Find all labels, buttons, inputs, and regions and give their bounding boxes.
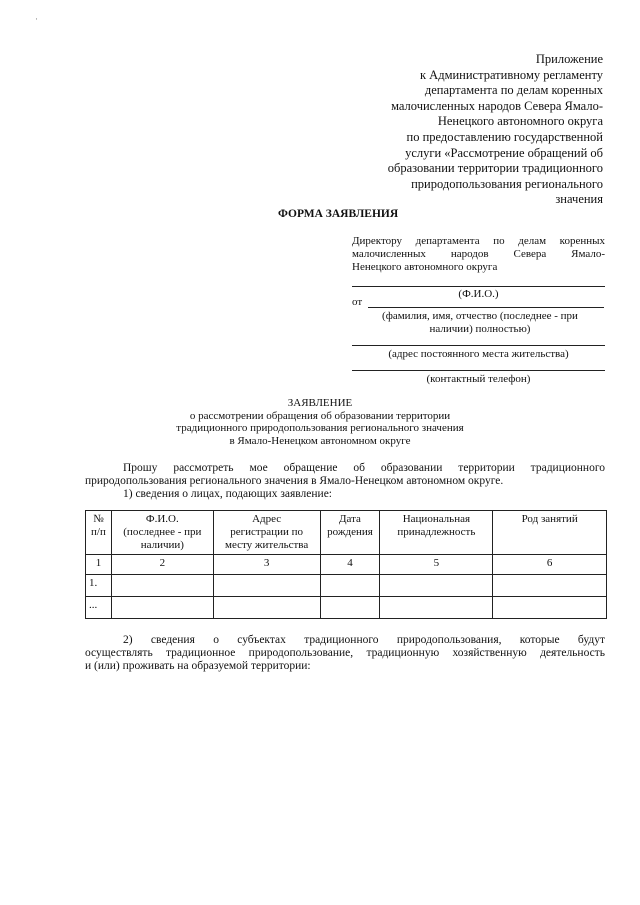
appendix-line: значения [555, 192, 603, 207]
appendix-line: малочисленных народов Севера Ямало- [391, 98, 603, 113]
table-cell[interactable] [380, 575, 493, 597]
table-header-row [86, 511, 607, 555]
intro-paragraph [85, 462, 605, 501]
addressee-line: Ненецкого автономного округа [352, 261, 498, 273]
column-number: 3 [213, 555, 320, 575]
item-2-line: 2) сведения о субъектах традиционного природопользования, которые будут [123, 634, 605, 646]
header-text: Национальная [402, 513, 471, 525]
table-cell[interactable] [320, 597, 380, 619]
header-text: № [93, 513, 104, 525]
table-cell[interactable] [493, 597, 607, 619]
table-row [86, 597, 607, 619]
appendix-line: департамента по делам коренных [424, 83, 603, 98]
header-text: Дата [339, 513, 361, 525]
addressee-line: Директору департамента по делам коренных [352, 235, 605, 247]
statement-subtitle-line: в Ямало-Ненецком автономном округе [229, 434, 411, 447]
appendix-line: природопользования регионального [411, 176, 603, 191]
table-cell[interactable] [111, 575, 213, 597]
from-label: от [352, 296, 363, 308]
column-number: 1 [86, 555, 112, 575]
header-occupation [493, 511, 607, 555]
row-number: ... [86, 597, 112, 619]
header-text: Адрес [252, 513, 282, 525]
intro-line: природопользования регионального значения в Ямало-Ненецком автономном округе. [85, 475, 504, 487]
header-text: Ф.И.О. [145, 513, 179, 525]
phone-caption: (контактный телефон) [426, 373, 531, 385]
addressee-block [352, 235, 605, 274]
applicants-table [85, 510, 607, 619]
from-caption-line: наличии) полностью) [429, 323, 531, 335]
address-field-line[interactable] [352, 345, 605, 346]
fio-caption: (Ф.И.О.) [458, 288, 499, 300]
header-address [213, 511, 320, 555]
header-text: Род занятий [521, 513, 578, 525]
item-2-line: осуществлять традиционное природопользование, традиционную хозяйственную деятельность [85, 647, 605, 659]
appendix-block [300, 52, 603, 208]
header-birth-date [320, 511, 380, 555]
header-number [86, 511, 112, 555]
header-fio [111, 511, 213, 555]
column-number: 6 [493, 555, 607, 575]
appendix-line: Ненецкого автономного округа [437, 114, 603, 129]
header-text: регистрации по [230, 526, 303, 538]
statement-subtitle-line: традиционного природопользования регионального значения [176, 422, 464, 434]
header-text: месту жительства [225, 539, 309, 551]
statement-subtitle-line: о рассмотрении обращения об образовании территории [189, 409, 451, 422]
item-2-line: и (или) проживать на образуемой территории: [85, 660, 311, 672]
table-cell[interactable] [493, 575, 607, 597]
appendix-line: услуги «Рассмотрение обращений об [405, 145, 603, 160]
header-text: (последнее - при [123, 526, 202, 538]
table-cell[interactable] [213, 575, 320, 597]
form-title: ФОРМА ЗАЯВЛЕНИЯ [278, 208, 399, 220]
intro-line: Прошу рассмотреть мое обращение об образовании территории традиционного [123, 462, 605, 474]
statement-heading [150, 397, 490, 447]
fio-field-line[interactable] [352, 286, 605, 287]
address-caption: (адрес постоянного места жительства) [388, 348, 569, 360]
column-number-row [86, 555, 607, 575]
table-cell[interactable] [213, 597, 320, 619]
from-caption-line: (фамилия, имя, отчество (последнее - при [382, 310, 578, 322]
statement-title: ЗАЯВЛЕНИЕ [287, 397, 353, 409]
header-text: наличии) [140, 539, 184, 551]
appendix-line: по предоставлению государственной [406, 129, 603, 144]
table-cell[interactable] [320, 575, 380, 597]
column-number: 2 [111, 555, 213, 575]
from-field-line[interactable] [368, 307, 604, 308]
appendix-line: образовании территории традиционного [387, 161, 603, 176]
header-nationality [380, 511, 493, 555]
table-cell[interactable] [380, 597, 493, 619]
addressee-line: малочисленных народов Севера Ямало- [352, 248, 605, 260]
table-cell[interactable] [111, 597, 213, 619]
table-row [86, 575, 607, 597]
column-number: 4 [320, 555, 380, 575]
item-2-paragraph [85, 634, 605, 673]
header-text: п/п [91, 526, 106, 538]
phone-field-line[interactable] [352, 370, 605, 371]
item-1-label: 1) сведения о лицах, подающих заявление: [123, 488, 332, 500]
column-number: 5 [380, 555, 493, 575]
header-text: принадлежность [397, 526, 476, 538]
page-marker: · [35, 14, 38, 24]
header-text: рождения [327, 526, 373, 538]
appendix-line: Приложение [535, 52, 603, 66]
appendix-line: к Административному регламенту [419, 67, 603, 82]
from-caption [355, 310, 605, 336]
row-number: 1. [86, 575, 112, 597]
